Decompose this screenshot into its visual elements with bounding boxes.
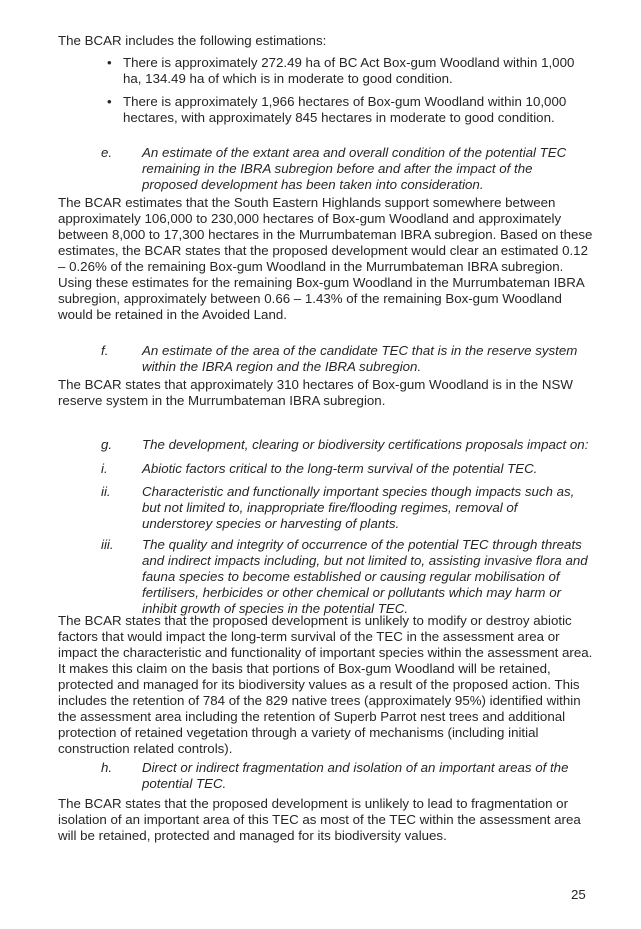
criterion-e bbox=[101, 145, 591, 193]
estimations-list bbox=[105, 55, 595, 133]
criterion-marker: e. bbox=[101, 145, 113, 160]
criterion-g-i bbox=[101, 461, 591, 477]
criterion-marker: f. bbox=[101, 343, 109, 358]
criterion-text: The development, clearing or biodiversity certifications proposals impact on: bbox=[142, 437, 589, 452]
paragraph-h-response: The BCAR states that the proposed development is unlikely to lead to fragmentation or isolation of an important area of this TEC as most of the TEC within the assessment area will be retained, protected and managed for its biodiversity values. bbox=[58, 796, 581, 843]
page-number: 25 bbox=[571, 887, 586, 902]
paragraph-e-response: The BCAR estimates that the South Eastern Highlands support somewhere between approximately 106,000 to 230,000 hectares of Box-gum Woodland and approximately between 8,000 to 17,300 hectares in the Murrumbateman IBRA subregion. Based on these estimates, the BCAR states that the proposed development would clear an estimated 0.12 – 0.26% of the remaining Box-gum Woodland in the Murrumbateman IBRA subregion. Using these estimates for the remaining Box-gum Woodland in the Murrumbateman IBRA subregion, approximately between 0.66 – 1.43% of the remaining Box-gum Woodland would be retained in the Avoided Land. bbox=[58, 195, 593, 322]
criterion-g bbox=[101, 437, 591, 453]
list-item bbox=[105, 55, 595, 87]
criterion-text: An estimate of the area of the candidate TEC that is in the reserve system within the IBRA region and the IBRA subregion. bbox=[142, 343, 578, 374]
criterion-marker: i. bbox=[101, 461, 108, 476]
criterion-text: An estimate of the extant area and overall condition of the potential TEC remaining in the IBRA subregion before and after the impact of the proposed development has been taken into consideration. bbox=[142, 145, 567, 192]
criterion-f bbox=[101, 343, 591, 375]
bullet-text: There is approximately 272.49 ha of BC Act Box-gum Woodland within 1,000 ha, 134.49 ha of which is in moderate to good condition. bbox=[123, 55, 575, 86]
criterion-text: Abiotic factors critical to the long-term survival of the potential TEC. bbox=[142, 461, 538, 476]
criterion-text: Direct or indirect fragmentation and isolation of an important areas of the potential TEC. bbox=[142, 760, 569, 791]
criterion-text: Characteristic and functionally important species though impacts such as, but not limited to, inappropriate fire/flooding regimes, removal of understorey species or harvesting of plants. bbox=[142, 484, 575, 531]
intro-paragraph: The BCAR includes the following estimations: bbox=[58, 33, 327, 48]
paragraph-g-response: The BCAR states that the proposed development is unlikely to modify or destroy abiotic factors that would impact the long-term survival of the TEC in the assessment area or impact the characteristic and functionality of important species within the assessment area. It makes this claim on the basis that portions of Box-gum Woodland will be retained, protected and managed for its biodiversity values as a result of the proposed action. This includes the retention of 784 of the 829 native trees (approximately 95%) identified within the assessment area including the retention of Superb Parrot nest trees and additional protection of retained vegetation through a variety of mechanisms (including initial construction related controls). bbox=[58, 613, 593, 756]
criterion-g-ii bbox=[101, 484, 591, 532]
criterion-h bbox=[101, 760, 591, 792]
criterion-g-iii bbox=[101, 537, 591, 617]
criterion-marker: iii. bbox=[101, 537, 114, 552]
bullet-text: There is approximately 1,966 hectares of Box-gum Woodland within 10,000 hectares, with approximately 845 hectares in moderate to good condition. bbox=[123, 94, 567, 125]
bullet-icon: • bbox=[107, 94, 112, 109]
criterion-marker: ii. bbox=[101, 484, 111, 499]
criterion-marker: g. bbox=[101, 437, 113, 452]
paragraph-f-response: The BCAR states that approximately 310 hectares of Box-gum Woodland is in the NSW reserve system in the Murrumbateman IBRA subregion. bbox=[58, 377, 573, 408]
criterion-marker: h. bbox=[101, 760, 113, 775]
criterion-text: The quality and integrity of occurrence of the potential TEC through threats and indirect impacts including, but not limited to, assisting invasive flora and fauna species to become established or causing regular mobilisation of fertilisers, herbicides or other chemical or pollutants which may harm or inhibit growth of species in the potential TEC. bbox=[142, 537, 588, 616]
list-item bbox=[105, 94, 595, 126]
bullet-icon: • bbox=[107, 55, 112, 70]
